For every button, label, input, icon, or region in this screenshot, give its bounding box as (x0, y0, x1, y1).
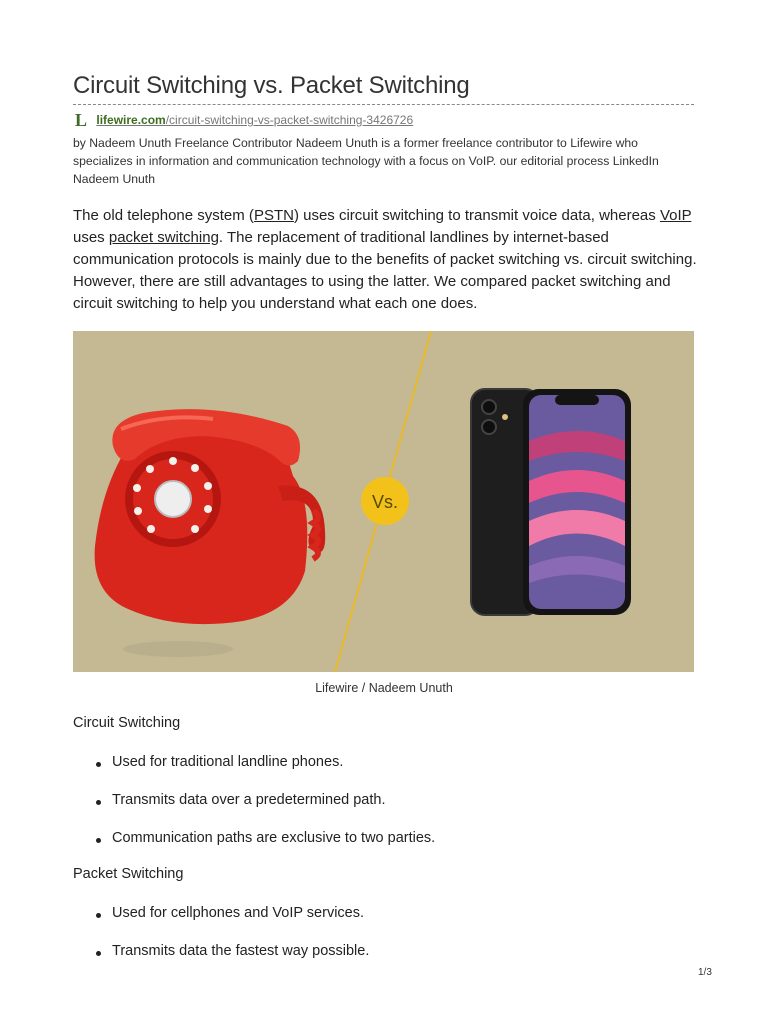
image-caption: Lifewire / Nadeem Unuth (315, 681, 453, 695)
source-line (75, 110, 413, 131)
intro-text-1: The old telephone system ( (73, 207, 254, 224)
pstn-link[interactable]: PSTN (253, 207, 294, 224)
source-path: /circuit-switching-vs-packet-switching-3426726 (165, 113, 414, 127)
packet-switching-link[interactable]: packet switching (108, 229, 219, 246)
vs-badge (361, 477, 409, 525)
list-item: Communication paths are exclusive to two parties. (112, 830, 435, 868)
byline: by Nadeem Unuth Freelance Contributor Nadeem Unuth is a former freelance contributor to Lifewire who specializes in information and communication technology with a focus on VoIP. our editorial process LinkedIn Nadeem Unuth (73, 136, 659, 186)
page-number: 1/3 (698, 967, 712, 978)
comparison-illustration (73, 331, 694, 672)
title-divider (73, 104, 694, 105)
circuit-switching-heading: Circuit Switching (73, 715, 181, 731)
packet-switching-heading: Packet Switching (73, 866, 184, 882)
intro-text-4: . The replacement of traditional landlines by internet-based communication protocols is mainly due to the benefits of packet switching vs. circuit switching. However, there are still advantages to using the latter. We compared packet switching and circuit switching to help you understand what each one does. (73, 229, 697, 312)
list-item: Transmits data over a predetermined path. (112, 792, 435, 830)
voip-link[interactable]: VoIP (659, 207, 692, 224)
packet-switching-list (112, 905, 369, 981)
rotary-phone-icon (95, 409, 326, 657)
source-domain: lifewire.com (96, 113, 166, 127)
smartphone-icon (471, 389, 631, 615)
list-item: Transmits data the fastest way possible. (112, 943, 369, 981)
source-link[interactable] (96, 113, 413, 127)
intro-text-3: uses (73, 229, 109, 246)
page-title: Circuit Switching vs. Packet Switching (73, 72, 470, 99)
vs-badge-label: Vs. (371, 492, 399, 512)
intro-text-2: ) uses circuit switching to transmit voice data, whereas (293, 207, 660, 224)
intro-paragraph (73, 205, 698, 315)
list-item: Used for cellphones and VoIP services. (112, 905, 369, 943)
lifewire-logo-icon: L (75, 110, 88, 130)
circuit-switching-list (112, 754, 435, 868)
list-item: Used for traditional landline phones. (112, 754, 435, 792)
comparison-image (73, 331, 694, 672)
